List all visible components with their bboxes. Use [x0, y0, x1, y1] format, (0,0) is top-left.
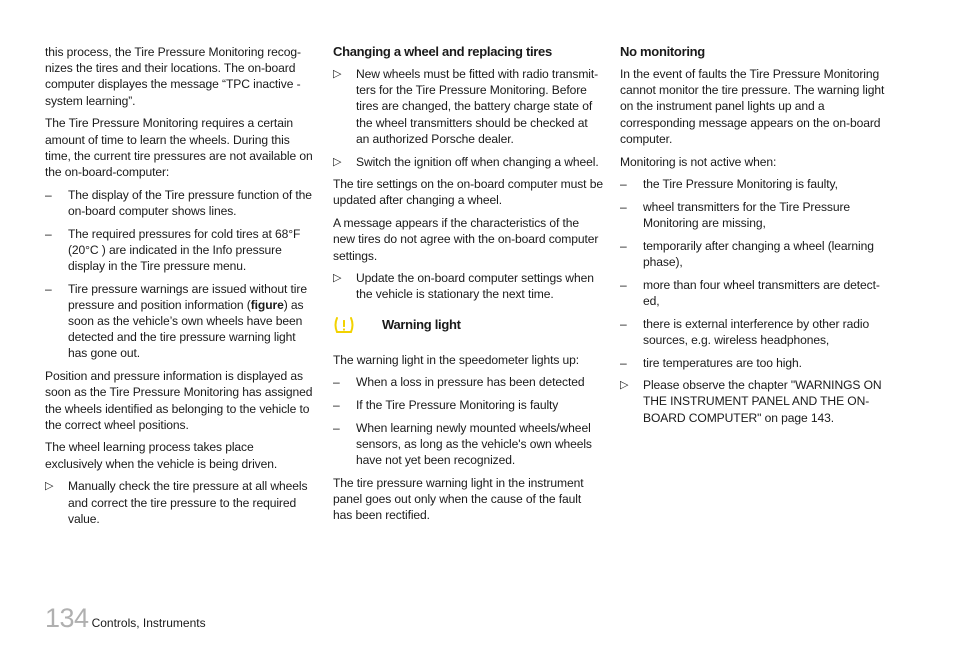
section-heading: No monitoring: [620, 44, 705, 59]
list-item-text: The display of the Tire pressure function of the on-board computer shows lines.: [68, 187, 312, 218]
instruction-item: [333, 270, 603, 302]
paragraph: The tire pressure warning light in the instrument panel goes out only when the cause of the fault has been rectified.: [333, 475, 584, 523]
list-item: [620, 238, 888, 270]
list-item-text: the Tire Pressure Monitoring is faulty,: [643, 177, 838, 192]
paragraph: In the event of faults the Tire Pressure Monitoring cannot monitor the tire pressure. The warning light on the instrument panel lights up and a corresponding message appears on the on-board computer.: [620, 67, 885, 146]
paragraph: Monitoring is not active when:: [620, 154, 777, 169]
dash-marker: –: [620, 355, 627, 370]
list-item-text: When a loss in pressure has been detected: [356, 375, 585, 390]
list-item-text: The required pressures for cold tires at 68°F (20°C ) are indicated in the Info pressure display in the Tire pressure menu.: [68, 226, 301, 273]
column-middle: [333, 44, 603, 530]
arrow-marker-icon: ▷: [333, 272, 342, 285]
column-right: [620, 44, 888, 432]
instruction-text: Switch the ignition off when changing a wheel.: [356, 154, 599, 169]
dash-marker: –: [45, 226, 52, 241]
list-item: [45, 226, 313, 275]
paragraph: The tire settings on the on-board computer must be updated after changing a wheel.: [333, 177, 603, 208]
paragraph: The Tire Pressure Monitoring requires a certain amount of time to learn the wheels. During this time, the current tire pressures are not available on the on-board-computer:: [45, 116, 313, 179]
arrow-marker-icon: ▷: [333, 68, 342, 80]
list-item-text: If the Tire Pressure Monitoring is faulty: [356, 398, 559, 413]
page-number: 134: [45, 603, 89, 633]
section-name: Controls, Instruments: [91, 616, 206, 630]
list-item-text: wheel transmitters for the Tire Pressure Monitoring are missing,: [643, 199, 851, 231]
list-item: [620, 355, 888, 371]
list-item: [333, 397, 603, 413]
list-item: [620, 199, 888, 231]
instruction-text: New wheels must be fitted with radio transmit-ters for the Tire Pressure Monitoring. Before tires are changed, the battery charge state of the wheel transmitters should be checked at an authorized Porsche dealer.: [356, 67, 599, 146]
column-left: [45, 44, 313, 533]
section-heading: Changing a wheel and replacing tires: [333, 44, 552, 59]
dash-marker: –: [333, 420, 340, 435]
arrow-marker-icon: ▷: [45, 480, 54, 493]
list-item: [45, 187, 313, 219]
figure-reference: figure: [250, 297, 284, 312]
dash-marker: –: [620, 316, 627, 331]
list-item-text: more than four wheel transmitters are detect-ed,: [643, 277, 880, 308]
list-item-text: tire temperatures are too high.: [643, 355, 802, 370]
paragraph: The warning light in the speedometer lights up:: [333, 352, 580, 367]
list-item: [620, 277, 888, 309]
tire-pressure-warning-icon: [333, 315, 355, 335]
dash-marker: –: [620, 277, 627, 292]
section-heading: Warning light: [382, 316, 461, 332]
paragraph: A message appears if the characteristics of the new tires do not agree with the on-board computer settings.: [333, 216, 599, 263]
arrow-marker-icon: ▷: [620, 379, 629, 392]
instruction-item: [333, 66, 603, 147]
instruction-item: [620, 377, 888, 426]
warning-light-heading-row: [333, 315, 603, 335]
dash-marker: –: [45, 281, 52, 296]
dash-marker: –: [45, 187, 52, 202]
list-item: [620, 316, 888, 348]
list-item: [333, 374, 603, 390]
dash-marker: –: [620, 199, 627, 214]
list-item-text: there is external interference by other radio sources, e.g. wireless headphones,: [643, 316, 870, 347]
arrow-marker-icon: ▷: [333, 155, 342, 168]
instruction-item: [45, 478, 313, 527]
text-run: ) as soon as the vehicle’s own wheels have been detected and the tire pressure warning light has gone out.: [68, 297, 304, 361]
dash-marker: –: [333, 375, 340, 390]
instruction-text: Please observe the chapter "WARNINGS ON THE INSTRUMENT PANEL AND THE ON-BOARD COMPUTER" on page 143.: [643, 378, 882, 425]
page-footer: [45, 605, 206, 632]
instruction-item: [333, 154, 603, 170]
paragraph: The wheel learning process takes place exclusively when the vehicle is being driven.: [45, 440, 278, 471]
dash-marker: –: [620, 177, 627, 192]
list-item-text: [68, 282, 307, 361]
list-item: [45, 281, 313, 362]
paragraph: this process, the Tire Pressure Monitoring recog-nizes the tires and their locations. The on-board computer displayes the message “TPC inactive - system learning”.: [45, 45, 301, 108]
dash-marker: –: [333, 398, 340, 413]
instruction-text: Manually check the tire pressure at all wheels and correct the tire pressure to the required value.: [68, 479, 308, 526]
list-item: [620, 176, 888, 192]
paragraph: Position and pressure information is displayed as soon as the Tire Pressure Monitoring has assigned the wheels identified as belonging to the vehicle to the correct wheel positions.: [45, 369, 313, 432]
list-item-text: temporarily after changing a wheel (learning phase),: [643, 238, 874, 270]
dash-marker: –: [620, 238, 627, 253]
text-run: Tire pressure warnings are issued without tire pressure and position information (: [68, 281, 307, 312]
list-item-text: When learning newly mounted wheels/wheel sensors, as long as the vehicle's own wheels have not yet been recognized.: [356, 420, 592, 468]
instruction-text: Update the on-board computer settings when the vehicle is stationary the next time.: [356, 271, 594, 302]
list-item: [333, 420, 603, 469]
